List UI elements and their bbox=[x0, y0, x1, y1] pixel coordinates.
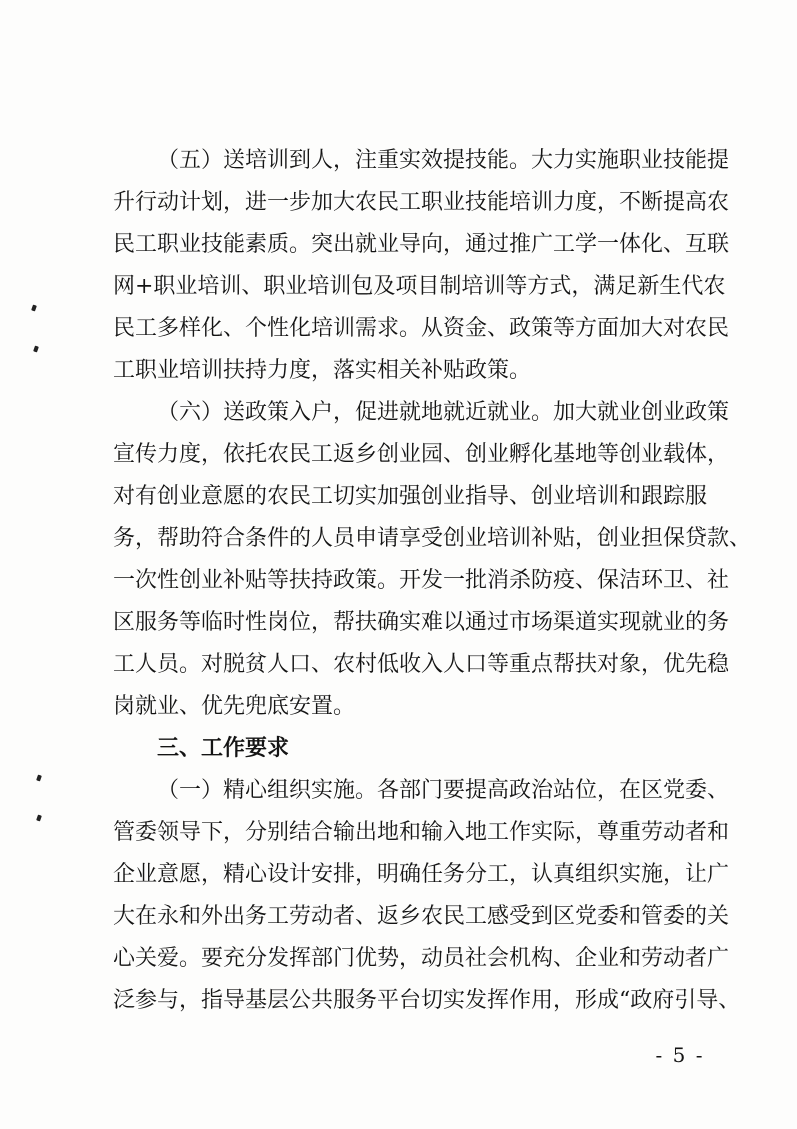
paragraph-line: 升行动计划，进一步加大农民工职业技能培训力度，不断提高农 bbox=[113, 190, 730, 215]
paragraph-line: 网+职业培训、职业培训包及项目制培训等方式，满足新生代农 bbox=[113, 274, 726, 299]
paragraph-line: （一）精心组织实施。各部门要提高政治站位，在区党委、 bbox=[157, 778, 730, 803]
paragraph-line: 工人员。对脱贫人口、农村低收入人口等重点帮扶对象，优先稳 bbox=[113, 652, 730, 677]
paragraph-line: 企业意愿，精心设计安排，明确任务分工，认真组织实施，让广 bbox=[113, 862, 730, 887]
paragraph-line: 管委领导下，分别结合输出地和输入地工作实际，尊重劳动者和 bbox=[113, 820, 730, 845]
paragraph-line: 务，帮助符合条件的人员申请享受创业培训补贴，创业担保贷款、 bbox=[113, 526, 752, 551]
paragraph-line: 大在永和外出务工劳动者、返乡农民工感受到区党委和管委的关 bbox=[113, 904, 730, 929]
paragraph-line: 区服务等临时性岗位，帮扶确实难以通过市场渠道实现就业的务 bbox=[113, 610, 730, 635]
paragraph-line: 心关爱。要充分发挥部门优势，动员社会机构、企业和劳动者广 bbox=[113, 946, 730, 971]
paragraph-line: 民工多样化、个性化培训需求。从资金、政策等方面加大对农民 bbox=[113, 316, 730, 341]
paragraph-line: 泛参与，指导基层公共服务平台切实发挥作用，形成“政府引导、 bbox=[113, 988, 741, 1013]
scan-speck bbox=[36, 774, 42, 781]
scan-speck bbox=[31, 304, 37, 311]
paragraph-line: 工职业培训扶持力度，落实相关补贴政策。 bbox=[113, 358, 532, 383]
paragraph-line: 对有创业意愿的农民工切实加强创业指导、创业培训和跟踪服 bbox=[113, 484, 708, 509]
scan-speck bbox=[36, 814, 42, 821]
paragraph-line: （五）送培训到人，注重实效提技能。大力实施职业技能提 bbox=[157, 148, 730, 173]
paragraph-line: （六）送政策入户，促进就地就近就业。加大就业创业政策 bbox=[157, 400, 730, 425]
section-heading: 三、工作要求 bbox=[157, 736, 290, 761]
page-number: - 5 - bbox=[655, 1043, 705, 1067]
paragraph-line: 民工职业技能素质。突出就业导向，通过推广工学一体化、互联 bbox=[113, 232, 730, 257]
paragraph-line: 岗就业、优先兜底安置。 bbox=[113, 694, 356, 719]
paragraph-line: 宣传力度，依托农民工返乡创业园、创业孵化基地等创业载体， bbox=[113, 442, 730, 467]
paragraph-line: 一次性创业补贴等扶持政策。开发一批消杀防疫、保洁环卫、社 bbox=[113, 568, 730, 593]
scan-speck bbox=[33, 345, 39, 352]
